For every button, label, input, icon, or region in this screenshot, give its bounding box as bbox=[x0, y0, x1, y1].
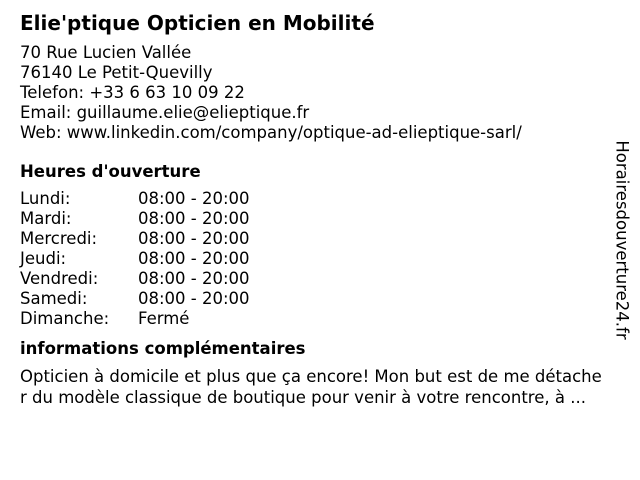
day-hours: 08:00 - 20:00 bbox=[138, 209, 250, 228]
hours-row-tuesday bbox=[20, 209, 632, 229]
day-hours: 08:00 - 20:00 bbox=[138, 249, 250, 268]
email-address: Email: guillaume.elie@elieptique.fr bbox=[20, 103, 310, 122]
additional-info-heading: informations complémentaires bbox=[20, 339, 306, 358]
day-label: Mardi: bbox=[20, 209, 72, 228]
business-description: Opticien à domicile et plus que ça encore! Mon but est de me détache r du modèle classique de boutique pour venir à votre rencontre, à ... bbox=[20, 367, 602, 407]
business-info-panel bbox=[20, 9, 632, 408]
hours-row-wednesday bbox=[20, 229, 632, 249]
day-label: Mercredi: bbox=[20, 229, 98, 248]
business-name: Elie'ptique Opticien en Mobilité bbox=[20, 11, 375, 35]
day-label: Lundi: bbox=[20, 189, 71, 208]
day-hours: 08:00 - 20:00 bbox=[138, 189, 250, 208]
street-address: 70 Rue Lucien Vallée bbox=[20, 43, 192, 62]
phone-number: Telefon: +33 6 63 10 09 22 bbox=[20, 83, 245, 102]
hours-row-friday bbox=[20, 269, 632, 289]
day-hours: Fermé bbox=[138, 309, 190, 328]
city-address: 76140 Le Petit-Quevilly bbox=[20, 63, 213, 82]
day-label: Vendredi: bbox=[20, 269, 99, 288]
day-hours: 08:00 - 20:00 bbox=[138, 289, 250, 308]
hours-row-thursday bbox=[20, 249, 632, 269]
opening-hours-heading: Heures d'ouverture bbox=[20, 162, 201, 181]
hours-row-sunday bbox=[20, 309, 632, 329]
day-label: Dimanche: bbox=[20, 309, 110, 328]
day-label: Jeudi: bbox=[20, 249, 67, 268]
day-hours: 08:00 - 20:00 bbox=[138, 229, 250, 248]
opening-hours-list bbox=[20, 189, 632, 329]
site-watermark: Horairesdouverture24.fr bbox=[612, 140, 632, 340]
hours-row-monday bbox=[20, 189, 632, 209]
hours-row-saturday bbox=[20, 289, 632, 309]
day-hours: 08:00 - 20:00 bbox=[138, 269, 250, 288]
day-label: Samedi: bbox=[20, 289, 88, 308]
website-url: Web: www.linkedin.com/company/optique-ad-elieptique-sarl/ bbox=[20, 123, 522, 142]
